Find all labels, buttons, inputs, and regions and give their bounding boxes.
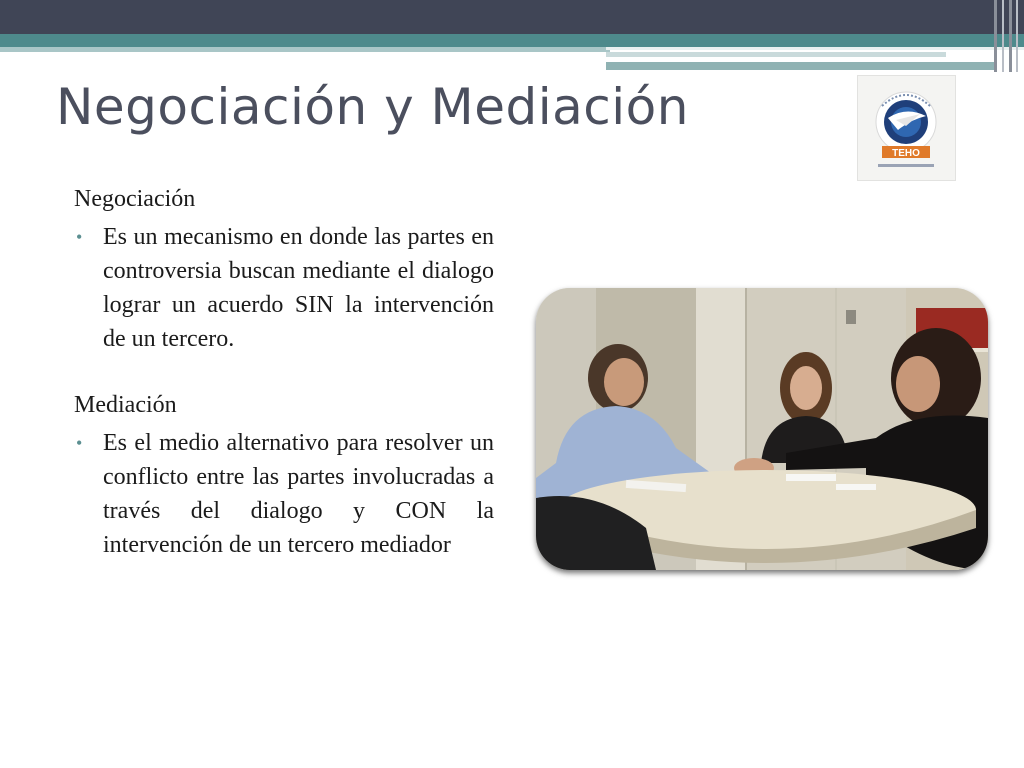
banner-light-band bbox=[0, 47, 610, 52]
banner-teal-band bbox=[0, 34, 1024, 47]
bullet-text-negociacion: Es un mecanismo en donde las partes en controversia buscan mediante el dialogo lograr un acuerdo SIN la intervención de un tercero. bbox=[103, 224, 494, 352]
banner-stripe bbox=[1009, 0, 1012, 72]
bullet-mark: • bbox=[76, 433, 83, 453]
section-heading-mediacion: Mediación bbox=[74, 392, 177, 418]
banner-dark-band bbox=[0, 0, 1024, 34]
bullet-item bbox=[74, 426, 494, 562]
top-banner bbox=[0, 0, 1024, 72]
banner-light-band bbox=[606, 62, 996, 70]
bullet-text-mediacion: Es el medio alternativo para resolver un conflicto entre las partes involucradas a través del dialogo y CON la intervención de un tercero mediador bbox=[103, 430, 494, 558]
meeting-illustration bbox=[536, 288, 988, 570]
banner-stripe bbox=[994, 0, 997, 72]
slide-title: Negociación y Mediación bbox=[56, 78, 689, 136]
slide-body bbox=[74, 182, 494, 562]
bullet-mark: • bbox=[76, 227, 83, 247]
organization-logo bbox=[857, 75, 956, 181]
meeting-photo bbox=[536, 288, 988, 570]
logo-badge-text: TEHO bbox=[892, 148, 920, 159]
banner-stripe bbox=[1016, 0, 1018, 72]
logo-emblem-icon bbox=[858, 76, 955, 180]
bullet-item bbox=[74, 220, 494, 356]
banner-light-band bbox=[606, 47, 1024, 50]
section-heading-negociacion: Negociación bbox=[74, 186, 196, 212]
banner-stripe bbox=[1002, 0, 1004, 72]
banner-light-band bbox=[606, 52, 946, 57]
